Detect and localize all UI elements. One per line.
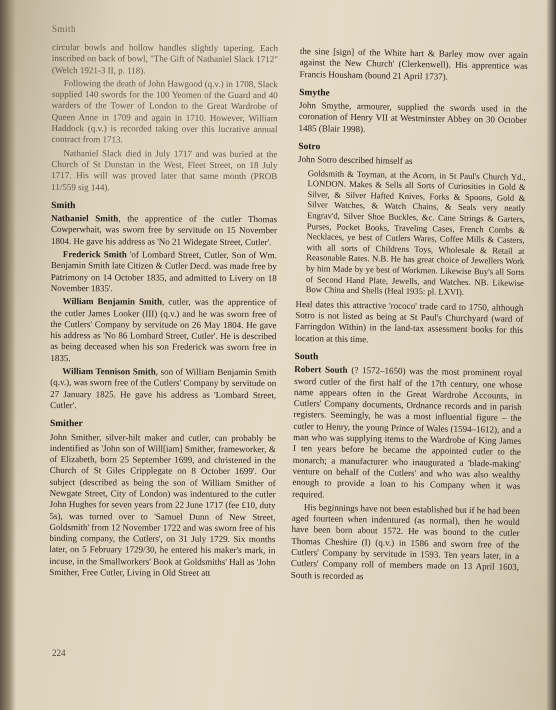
entry-heading-smythe: Smythe	[299, 87, 330, 99]
book-gutter-shadow	[0, 0, 16, 710]
entry-name: Nathaniel Smith	[51, 213, 119, 224]
paragraph: Following the death of John Hawgood (q.v.) in 1708, Slack supplied 140 swords for the 100 Yeomen of the Guard and 40 warders of the Tower of London to the Great Wardrobe of Queen Anne in 1709 and again in 1710. However, William Haddock (q.v.) is recorded taking over this lucrative annual contract from 1713.	[51, 77, 278, 145]
left-column	[49, 42, 278, 582]
entry-text: , son of William Benjamin Smith (q.v.), was sworn free of the Cutlers' Company by servitude on 27 January 1825. He gave his address as 'Lombard Street, Cutler'.	[50, 366, 277, 411]
entry-heading-smith: Smith	[51, 200, 76, 211]
entry-name: Robert South	[294, 364, 348, 376]
entry-john-sotro: John Sotro described himself as	[297, 154, 413, 167]
entry-text: 'of Lombard Street, Cutler, Son of Wm. Benjamin Smith late Citizen & Cutler Decd. was made free by Patrimony on 14 October 1835, and admitted to Livery on 18 November 1835'.	[50, 249, 277, 294]
paragraph: Heal dates this attractive 'rococo' trade card to 1750, although Sotro is not listed as being at St Paul's Churchyard (ward of Farringdon Within) in the land-tax assessment books for this location at this time.	[294, 298, 524, 344]
entry-heading-sotro: Sotro	[298, 142, 321, 153]
entry-name: Frederick Smith	[62, 249, 127, 260]
entry-frederick-smith	[51, 249, 277, 295]
entry-robert-south	[292, 364, 522, 504]
paragraph: circular bowls and hollow handles slightly tapering. Each inscribed on back of bowl, "The Gift of Nathaniel Slack 1712" (Welch 1921-3 II, p. 118).	[51, 42, 278, 76]
entry-text: , cutler, was the apprentice of the cutler James Looker (III) (q.v.) and he was sworn free of the Cutlers' Company by servitude on 26 May 1804. He gave his address as 'No 86 Lombard Street, Cutler'. He is described as being deceased when his son Frederick was sworn free in 1835.	[50, 296, 277, 363]
entry-john-smythe: John Smythe, armourer, supplied the swords used in the coronation of Henry VII at Westminster Abbey on 30 October 1485 (Blair 1998).	[298, 100, 528, 134]
right-column	[291, 46, 528, 587]
entry-nathaniel-smith	[51, 213, 277, 248]
trade-card-quote: Goldsmith & Toyman, at the Acorn, in St Paul's Church Yd., LONDON. Makes & Sells all Sorts of Curiosities in Gold & Silver, & Silver Hafted Knives, Forks & Spoons, Gold & Silver Watches, & Watch Chains, & Seals very neatly Engrav'd, Silver Shoe Buckles, &c. Cane Strings & Garters, Purses, Pocket Books, Traveling Cases, French Combs & Necklaces, ye best of Cutlers Wares, Coffee Mills & Casters, with all sorts of Childrens Toys, Wholesale & Retail at Reasonable Rates. N.B. He has great choice of Jewellers Work by him Made by ye best of Workmen. Likewise Buy's all Sorts of Second Hand Plate, Jewells, and Watches. NB. Likewise Bow China and Shells (Heal 1935: pl. LXVI).	[305, 167, 526, 298]
paragraph: His beginnings have not been established but if he had been aged fourteen when indentured (as normal), then he would have been born about 1572. He was bound to the cutler Thomas Cheshire (I) (q.v.) in 1586 and sworn free of the Cutlers' Company by servitude in 1593. Ten years later, in a Cutlers' Company roll of members made on 13 April 1603, South is recorded as	[290, 501, 521, 581]
entry-text: , the apprentice of the cutler Thomas Cowperwhait, was sworn free by servitude on 15 November 1804. He gave his address as 'No 21 Widegate Street, Cutler'.	[50, 213, 278, 247]
page-edge-shadow	[546, 0, 556, 710]
page-number: 224	[52, 648, 66, 658]
entry-william-tennison-smith	[50, 366, 276, 412]
paragraph: the sine [sign] of the White hart & Barley mow over again against the New Church' (Clerkenwell). His apprentice was Francis Housham (bound 21 April 1737).	[299, 46, 528, 82]
entry-heading-smither: Smither	[49, 419, 83, 430]
entry-john-smither: John Smither, silver-hilt maker and cutler, can probably be indentified as 'John son of Will[iam] Smither, frameworker, & of Elizabeth, born 25 September 1699, and christened in the Church of St Giles Cripplegate on 8 October 1699'. Our subject (described as being the son of William Smither of Newgate Street, City of London) was indentured to the cutler John Hughes for seven years from 22 June 1717 (fee £10, duty 5s), was turned over to 'Samuel Dunn of New Street, Goldsmith' from 12 November 1722 and was sworn free of his binding company, the Cutlers', on 31 July 1729. Six months later, on 5 February 1729/30, he entered his maker's mark, in incuse, in the Smallworkers' Book at Goldsmiths' Hall as 'John Smither, Free Cutler, Living in Old Street att	[49, 431, 276, 578]
paragraph: Nathaniel Slack died in July 1717 and was buried at the Church of St Dunstan in the West, Fleet Street, on 18 July 1717. His will was proved later that same month (PROB 11/559 sig 144).	[51, 147, 278, 192]
entry-text: (? 1572–1650) was the most prominent royal sword cutler of the first half of the 17th century, one whose name appears often in the Great Wardrobe Accounts, in Cutlers' Company documents, Ordnance records and in parish registers. Seemingly, he was a most influential figure – the cutler to Henry, the young Prince of Wales (1594–1612), and a man who was supplying items to the Wardrobe of King James I ten years before he became the appointed cutler to the monarch; a manufacturer who inaugurated a 'blade-making' venture on behalf of the Cutlers' and who was also wealthy enough to provide a loan to his Company when it was required.	[292, 365, 523, 500]
entry-heading-south: South	[294, 351, 319, 363]
running-head: Smith	[52, 24, 77, 34]
entry-name: William Benjamin Smith	[62, 296, 163, 307]
entry-william-benjamin-smith	[50, 296, 276, 365]
entry-name: William Tennison Smith	[62, 366, 156, 377]
